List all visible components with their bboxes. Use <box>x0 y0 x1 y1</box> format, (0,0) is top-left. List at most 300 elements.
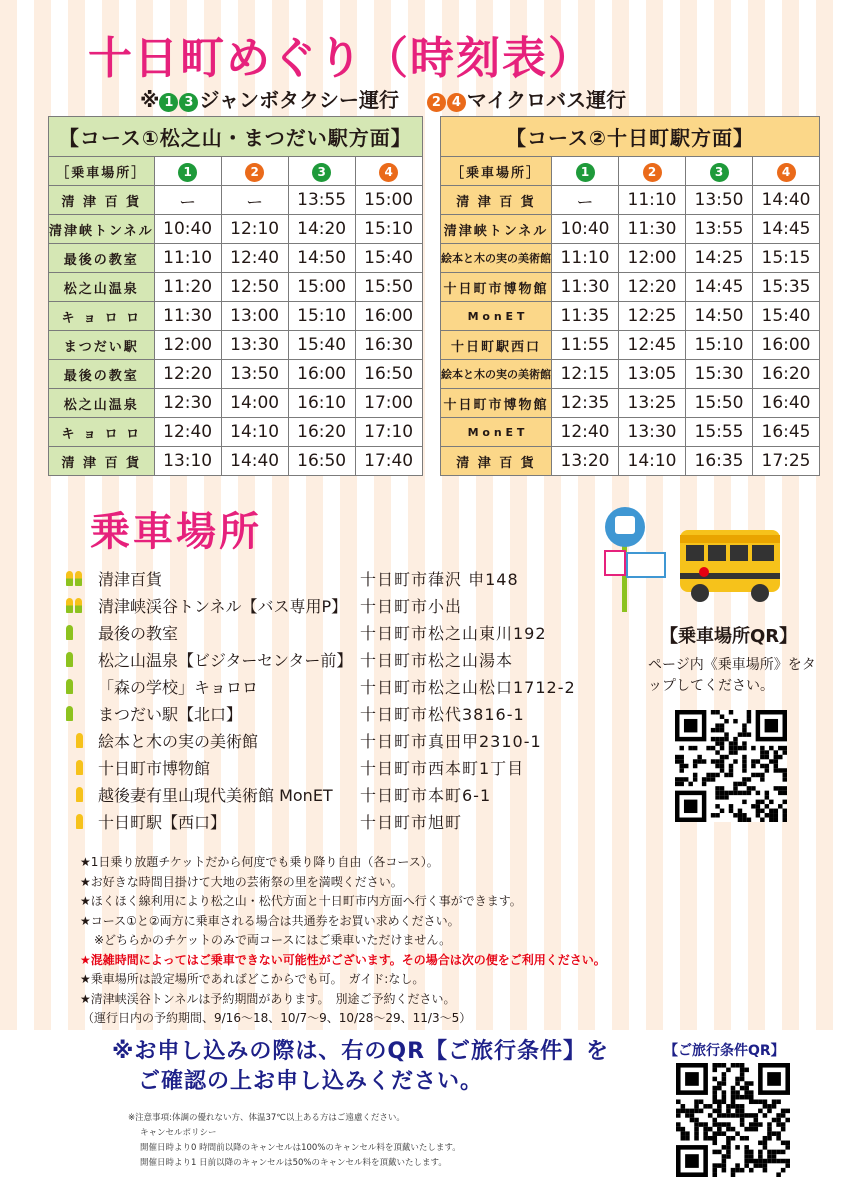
location-pins <box>66 679 98 694</box>
departure-time-cell: 14:50 <box>686 302 753 331</box>
qr-module <box>778 786 782 790</box>
qr-module <box>724 795 728 799</box>
map-pin-icon <box>76 814 83 829</box>
qr-module <box>781 1159 786 1164</box>
qr-module <box>733 791 737 795</box>
location-address: 十日町市小出 <box>360 597 463 616</box>
departure-time-cell: 14:45 <box>753 215 820 244</box>
qr-module <box>722 1099 727 1104</box>
qr-module <box>744 1127 749 1132</box>
qr-module <box>776 1113 781 1118</box>
qr-module <box>712 1086 717 1091</box>
qr-module <box>772 1099 777 1104</box>
qr-module <box>729 791 733 795</box>
qr-module <box>776 1136 781 1141</box>
map-pin-icon <box>75 598 82 613</box>
qr-module <box>778 746 782 750</box>
run-2-badge: 2 <box>643 163 662 182</box>
qr-module <box>772 1131 777 1136</box>
qr-module <box>751 764 755 768</box>
qr-module <box>783 800 787 804</box>
qr-module <box>717 1127 722 1132</box>
departure-time-cell: 16:00 <box>753 331 820 360</box>
timetable-board <box>605 551 625 575</box>
qr-module <box>735 1131 740 1136</box>
timetable-row <box>441 186 820 215</box>
qr-module <box>681 1104 686 1109</box>
qr-module <box>731 1086 736 1091</box>
qr-module <box>722 1063 727 1068</box>
qr-module <box>712 1095 717 1100</box>
qr-module <box>747 818 751 822</box>
jumbo-taxi-label: ジャンボタクシー運行 <box>199 88 400 112</box>
timetable-row <box>49 447 423 476</box>
qr-module <box>720 791 724 795</box>
run-2-badge: 2 <box>245 163 264 182</box>
qr-module <box>712 1122 717 1127</box>
bus-stop-sign-icon <box>615 516 635 534</box>
boarding-locations-qr-code[interactable] <box>675 710 787 822</box>
qr-module <box>760 764 764 768</box>
run-4-badge: 4 <box>777 163 796 182</box>
location-pins <box>66 760 98 775</box>
map-pin-icon <box>76 760 83 775</box>
stop-column-label: ［乗車場所］ <box>441 157 552 186</box>
qr-module <box>720 809 724 813</box>
timetable-row <box>49 215 423 244</box>
location-pins <box>66 652 98 667</box>
qr-module <box>676 1127 681 1132</box>
qr-module <box>694 1127 699 1132</box>
timetable-row <box>441 447 820 476</box>
departure-time-cell: 12:20 <box>619 273 686 302</box>
qr-module <box>783 773 787 777</box>
qr-module <box>749 1154 754 1159</box>
qr-module <box>758 1150 763 1155</box>
qr-module <box>772 1104 777 1109</box>
qr-module <box>681 1109 686 1114</box>
boarding-location-item <box>66 727 646 754</box>
qr-module <box>740 1122 745 1127</box>
qr-module <box>756 759 760 763</box>
qr-module <box>742 723 746 727</box>
location-name: 十日町市博物館 <box>98 759 211 778</box>
qr-module <box>712 1131 717 1136</box>
qr-module <box>738 813 742 817</box>
qr-module <box>733 750 737 754</box>
qr-finder-pattern <box>685 1154 699 1168</box>
qr-module <box>731 1063 736 1068</box>
map-pin-icon <box>76 733 83 748</box>
qr-module <box>774 809 778 813</box>
qr-module <box>724 773 728 777</box>
departure-time-cell: 16:20 <box>753 360 820 389</box>
qr-module <box>735 1113 740 1118</box>
qr-module <box>726 1141 731 1146</box>
qr-module <box>715 764 719 768</box>
qr-module <box>726 1127 731 1132</box>
qr-module <box>729 768 733 772</box>
boarding-locations-list <box>66 565 646 835</box>
qr-module <box>720 737 724 741</box>
qr-module <box>712 1172 717 1177</box>
boarding-qr-label: 【乗車場所QR】 <box>660 626 798 647</box>
qr-module <box>763 1136 768 1141</box>
travel-terms-qr-code[interactable] <box>676 1063 790 1177</box>
location-pins <box>66 706 98 721</box>
qr-module <box>722 1113 727 1118</box>
departure-time-cell: 16:35 <box>686 447 753 476</box>
qr-module <box>720 755 724 759</box>
qr-module <box>729 773 733 777</box>
qr-module <box>756 813 760 817</box>
departure-time-cell: 16:45 <box>753 418 820 447</box>
qr-module <box>781 1150 786 1155</box>
qr-module <box>715 750 719 754</box>
departure-time-cell: ー <box>552 186 619 215</box>
qr-module <box>706 777 710 781</box>
departure-time-cell: 12:15 <box>552 360 619 389</box>
qr-module <box>711 710 715 714</box>
qr-module <box>760 809 764 813</box>
qr-module <box>726 1145 731 1150</box>
qr-module <box>735 1090 740 1095</box>
qr-module <box>735 1145 740 1150</box>
timetable-board-right <box>627 553 665 577</box>
qr-module <box>747 719 751 723</box>
qr-module <box>733 746 737 750</box>
qr-module <box>675 759 679 763</box>
departure-time-cell: 11:10 <box>619 186 686 215</box>
location-pins <box>66 733 98 748</box>
qr-module <box>744 1081 749 1086</box>
location-name: 「森の学校」キョロロ <box>98 678 259 697</box>
qr-module <box>735 1077 740 1082</box>
qr-module <box>781 1113 786 1118</box>
qr-module <box>731 1136 736 1141</box>
run-badge-4: 4 <box>447 93 466 112</box>
qr-module <box>754 1127 759 1132</box>
qr-module <box>749 1081 754 1086</box>
departure-time-cell: 12:00 <box>619 244 686 273</box>
qr-module <box>712 1141 717 1146</box>
departure-time-cell: 15:50 <box>355 273 422 302</box>
stop-name-cell: 十日町市博物館 <box>441 273 552 302</box>
boarding-location-item <box>66 781 646 808</box>
departure-time-cell: 13:10 <box>154 447 221 476</box>
qr-module <box>733 813 737 817</box>
qr-module <box>785 1109 790 1114</box>
qr-module <box>749 1099 754 1104</box>
qr-module <box>742 741 746 745</box>
qr-module <box>738 809 742 813</box>
qr-module <box>694 1131 699 1136</box>
departure-time-cell: 14:25 <box>686 244 753 273</box>
qr-module <box>758 1141 763 1146</box>
timetable-row <box>49 186 423 215</box>
qr-module <box>708 1104 713 1109</box>
qr-module <box>724 737 728 741</box>
qr-module <box>751 786 755 790</box>
qr-module <box>765 750 769 754</box>
qr-module <box>685 1131 690 1136</box>
qr-module <box>758 1099 763 1104</box>
qr-module <box>681 1127 686 1132</box>
location-address: 十日町市旭町 <box>360 813 463 832</box>
qr-module <box>749 1159 754 1164</box>
qr-module <box>767 1127 772 1132</box>
location-address: 十日町市西本町1丁目 <box>360 759 525 778</box>
qr-module <box>769 746 773 750</box>
qr-module <box>722 1081 727 1086</box>
location-pins <box>66 598 98 613</box>
qr-module <box>679 759 683 763</box>
qr-module <box>675 782 679 786</box>
qr-module <box>744 1095 749 1100</box>
legend-prefix: ※ <box>140 88 160 112</box>
qr-finder-pattern <box>685 1072 699 1086</box>
qr-module <box>765 768 769 772</box>
qr-module <box>767 1159 772 1164</box>
qr-module <box>690 1109 695 1114</box>
timetable-row <box>441 273 820 302</box>
qr-module <box>729 741 733 745</box>
departure-time-cell: 12:40 <box>221 244 288 273</box>
run-1-badge: 1 <box>576 163 595 182</box>
qr-module <box>720 764 724 768</box>
stop-name-cell: 松之山温泉 <box>49 389 155 418</box>
qr-module <box>731 1090 736 1095</box>
qr-module <box>756 809 760 813</box>
qr-module <box>693 746 697 750</box>
qr-module <box>776 1172 781 1177</box>
qr-module <box>735 1168 740 1173</box>
departure-time-cell: 16:30 <box>355 331 422 360</box>
qr-module <box>712 1168 717 1173</box>
qr-module <box>747 786 751 790</box>
run-badge-1: 1 <box>159 93 178 112</box>
qr-module <box>717 1113 722 1118</box>
application-notice-line2: ご確認の上お申し込みください。 <box>138 1069 484 1094</box>
qr-module <box>740 1136 745 1141</box>
run-3-badge: 3 <box>710 163 729 182</box>
departure-time-cell: 14:20 <box>288 215 355 244</box>
bus-window <box>686 545 704 561</box>
qr-module <box>747 710 751 714</box>
qr-module <box>742 764 746 768</box>
stop-name-cell: 清 津 百 貨 <box>49 447 155 476</box>
timetable-row <box>49 418 423 447</box>
qr-module <box>720 768 724 772</box>
departure-time-cell: ー <box>221 186 288 215</box>
qr-module <box>774 750 778 754</box>
boarding-location-item <box>66 592 646 619</box>
qr-module <box>699 1099 704 1104</box>
qr-module <box>731 1113 736 1118</box>
qr-module <box>747 791 751 795</box>
qr-module <box>712 1063 717 1068</box>
location-address: 十日町市葎沢 申148 <box>360 570 519 589</box>
fine-print-line: キャンセルポリシー <box>140 1128 217 1138</box>
departure-time-cell: 12:45 <box>619 331 686 360</box>
microbus-label: マイクロバス運行 <box>466 88 627 112</box>
qr-module <box>783 786 787 790</box>
qr-module <box>722 1077 727 1082</box>
boarding-location-item <box>66 646 646 673</box>
qr-module <box>742 800 746 804</box>
qr-module <box>693 777 697 781</box>
qr-module <box>742 755 746 759</box>
qr-module <box>765 795 769 799</box>
qr-module <box>744 1086 749 1091</box>
qr-module <box>703 1122 708 1127</box>
run-badge-3: 3 <box>179 93 198 112</box>
boarding-locations-title: 乗車場所 <box>90 509 262 555</box>
qr-module <box>711 737 715 741</box>
qr-module <box>722 1168 727 1173</box>
note-line: ★乗車場所は設定場所であればどこからでも可。 ガイド:なし。 <box>80 972 425 986</box>
qr-module <box>783 750 787 754</box>
qr-module <box>722 1090 727 1095</box>
qr-module <box>712 1163 717 1168</box>
map-pin-icon <box>66 598 73 613</box>
qr-module <box>763 1104 768 1109</box>
qr-module <box>702 777 706 781</box>
qr-module <box>740 1104 745 1109</box>
departure-time-cell: 13:55 <box>686 215 753 244</box>
qr-module <box>715 737 719 741</box>
qr-module <box>767 1136 772 1141</box>
qr-module <box>726 1150 731 1155</box>
qr-module <box>688 782 692 786</box>
qr-module <box>726 1113 731 1118</box>
qr-module <box>758 1109 763 1114</box>
departure-time-cell: 15:10 <box>686 331 753 360</box>
note-line: ★お好きな時間目掛けて大地の芸術祭の里を満喫ください。 <box>80 874 403 889</box>
qr-module <box>731 1172 736 1177</box>
location-address: 十日町市真田甲2310-1 <box>360 732 542 751</box>
qr-module <box>684 777 688 781</box>
qr-module <box>712 1099 717 1104</box>
qr-module <box>717 1099 722 1104</box>
qr-module <box>694 1109 699 1114</box>
qr-module <box>715 773 719 777</box>
departure-time-cell: 15:10 <box>288 302 355 331</box>
stop-name-cell: まつだい駅 <box>49 331 155 360</box>
qr-module <box>740 1072 745 1077</box>
map-pin-icon <box>66 625 73 640</box>
boarding-location-item <box>66 673 646 700</box>
qr-module <box>711 746 715 750</box>
qr-module <box>738 791 742 795</box>
departure-time-cell: 13:25 <box>619 389 686 418</box>
qr-module <box>756 804 760 808</box>
qr-module <box>694 1122 699 1127</box>
map-pin-icon <box>66 706 73 721</box>
map-pin-icon <box>75 571 82 586</box>
qr-module <box>717 1131 722 1136</box>
location-name: 越後妻有里山現代美術館 MonET <box>98 786 333 805</box>
qr-module <box>711 813 715 817</box>
qr-module <box>740 1095 745 1100</box>
stop-name-cell: 清 津 百 貨 <box>441 447 552 476</box>
qr-module <box>702 759 706 763</box>
qr-module <box>785 1118 790 1123</box>
qr-module <box>722 1072 727 1077</box>
timetable-row <box>441 360 820 389</box>
qr-module <box>676 1109 681 1114</box>
departure-time-cell: 14:40 <box>221 447 288 476</box>
qr-module <box>712 1068 717 1073</box>
departure-time-cell: 11:55 <box>552 331 619 360</box>
qr-module <box>715 759 719 763</box>
departure-time-cell: 13:55 <box>288 186 355 215</box>
boarding-location-item <box>66 754 646 781</box>
map-pin-icon <box>66 652 73 667</box>
location-address: 十日町市松之山湯本 <box>360 651 514 670</box>
qr-module <box>738 732 742 736</box>
map-pin-icon <box>66 571 73 586</box>
qr-module <box>717 1063 722 1068</box>
timetable-row <box>49 389 423 418</box>
timetable-row <box>441 331 820 360</box>
qr-module <box>712 1136 717 1141</box>
qr-module <box>717 1109 722 1114</box>
departure-time-cell: 10:40 <box>552 215 619 244</box>
qr-module <box>760 818 764 822</box>
stop-name-cell: 清 津 百 貨 <box>441 186 552 215</box>
qr-module <box>781 1122 786 1127</box>
departure-time-cell: 15:50 <box>686 389 753 418</box>
bus-window <box>708 545 726 561</box>
bus-roof-stripe <box>680 535 780 543</box>
qr-module <box>684 764 688 768</box>
qr-module <box>731 1127 736 1132</box>
qr-module <box>769 818 773 822</box>
timetable-row <box>49 273 423 302</box>
qr-module <box>735 1109 740 1114</box>
map-pin-icon <box>66 679 73 694</box>
qr-module <box>783 813 787 817</box>
qr-module <box>776 1131 781 1136</box>
timetable-row <box>441 215 820 244</box>
application-notice-line1: ※お申し込みの際は、右のQR【ご旅行条件】を <box>112 1039 610 1064</box>
qr-module <box>754 1122 759 1127</box>
qr-module <box>685 1113 690 1118</box>
note-line: ★ほくほく線利用により松之山・松代方面と十日町市内方面へ行く事ができます。 <box>80 894 522 908</box>
departure-time-cell: 12:10 <box>221 215 288 244</box>
qr-module <box>733 759 737 763</box>
qr-module <box>722 1131 727 1136</box>
qr-module <box>711 777 715 781</box>
qr-module <box>742 777 746 781</box>
departure-time-cell: 15:30 <box>686 360 753 389</box>
stop-name-cell: 絵本と木の実の美術館 <box>441 360 552 389</box>
boarding-location-item <box>66 700 646 727</box>
qr-module <box>749 1122 754 1127</box>
timetable-row <box>441 418 820 447</box>
departure-time-cell: 11:10 <box>154 244 221 273</box>
qr-finder-pattern <box>767 1072 781 1086</box>
qr-module <box>744 1159 749 1164</box>
course2-header: 【コース②十日町駅方面】 <box>441 117 820 157</box>
timetable-row <box>49 302 423 331</box>
departure-time-cell: 10:40 <box>154 215 221 244</box>
departure-time-cell: 13:30 <box>619 418 686 447</box>
qr-module <box>760 746 764 750</box>
departure-time-cell: 11:30 <box>154 302 221 331</box>
qr-module <box>679 764 683 768</box>
